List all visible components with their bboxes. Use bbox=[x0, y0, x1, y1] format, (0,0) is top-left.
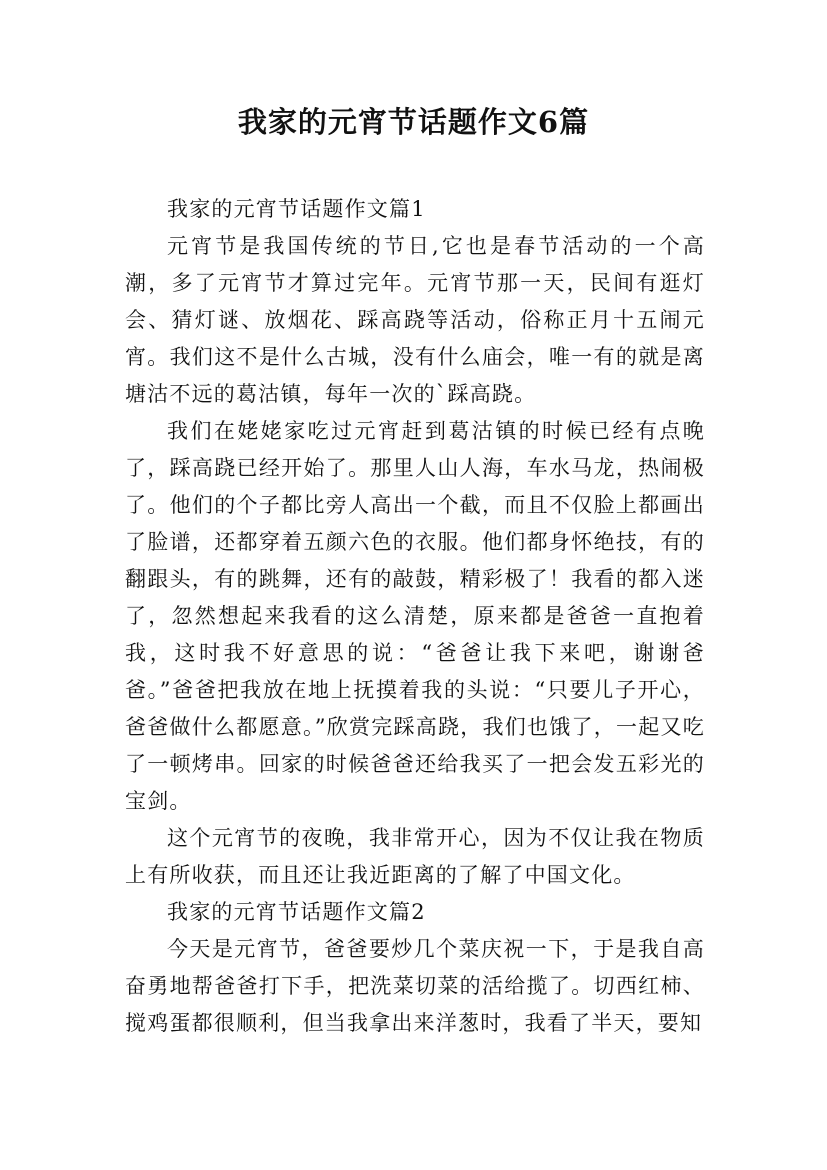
document-title: 我家的元宵节话题作文6篇 bbox=[237, 105, 590, 139]
section-heading-1: 我家的元宵节话题作文篇1 bbox=[167, 197, 426, 221]
paragraph: 今天是元宵节，爸爸要炒几个菜庆祝一下，于是我自高奋勇地帮爸爸打下手，把洗菜切菜的活给揽了。切西红柿、搅鸡蛋都很顺利，但当我拿出来洋葱时，我看了半天，要知 bbox=[125, 937, 705, 1035]
paragraph: 元宵节是我国传统的节日,它也是春节活动的一个高潮，多了元宵节才算过完年。元宵节那一天，民间有逛灯会、猜灯谜、放烟花、踩高跷等活动，俗称正月十五闹元宵。我们这不是什么古城，没有什么庙会，唯一有的就是离塘沽不远的葛沽镇，每年一次的`踩高跷。 bbox=[125, 234, 705, 406]
document-body bbox=[125, 191, 705, 1042]
paragraph: 这个元宵节的夜晚，我非常开心，因为不仅让我在物质上有所收获，而且还让我近距离的了解了中国文化。 bbox=[125, 826, 705, 887]
section-heading-2: 我家的元宵节话题作文篇2 bbox=[167, 900, 426, 924]
paragraph: 我们在姥姥家吃过元宵赶到葛沽镇的时候已经有点晚了，踩高跷已经开始了。那里人山人海，车水马龙，热闹极了。他们的个子都比旁人高出一个截，而且不仅脸上都画出了脸谱，还都穿着五颜六色的衣服。他们都身怀绝技，有的翻跟头，有的跳舞，还有的敲鼓，精彩极了！我看的都入迷了，忽然想起来我看的这么清楚，原来都是爸爸一直抱着我，这时我不好意思的说：“爸爸让我下来吧，谢谢爸爸。”爸爸把我放在地上抚摸着我的头说：“只要儿子开心，爸爸做什么都愿意。”欣赏完踩高跷，我们也饿了，一起又吃了一顿烤串。回家的时候爸爸还给我买了一把会发五彩光的宝剑。 bbox=[125, 419, 705, 813]
